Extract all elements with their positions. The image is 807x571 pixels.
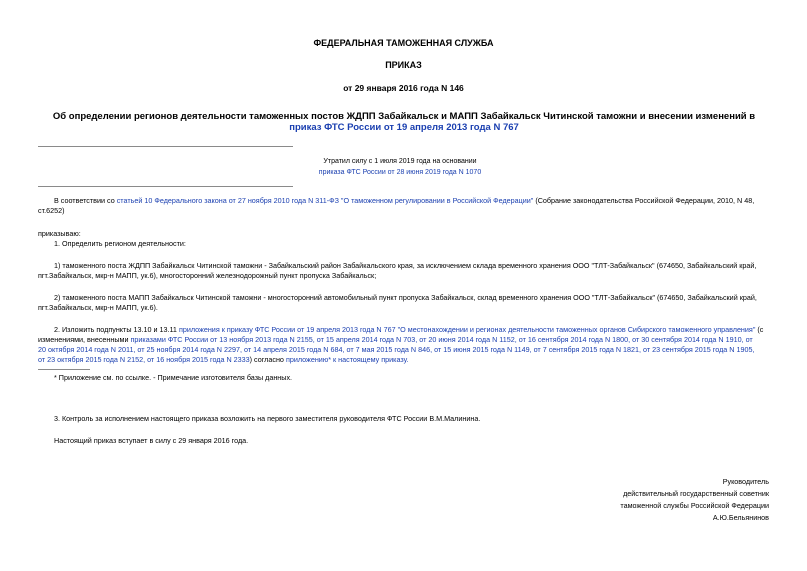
legal-basis-suffix: (Собрание законодательства Российской Федерации, 2010, N 48, — [533, 196, 755, 205]
signature-position: Руководитель — [722, 477, 769, 486]
item-2-amendments-link-end[interactable]: от 23 октября 2015 года N 2152, от 16 ноября 2015 года N 2333 — [38, 355, 250, 364]
status-note-text: Утратил силу с 1 июля 2019 года на основании — [323, 158, 477, 165]
signature-service: таможенной службы Российской Федерации — [620, 501, 769, 510]
item-2-line1 — [38, 325, 772, 335]
document-type: ПРИКАЗ — [385, 60, 422, 70]
item-2-line4-middle: ) согласно — [249, 355, 286, 364]
effective-date: Настоящий приказ вступает в силу с 29 января 2016 года. — [54, 436, 249, 445]
divider-bottom — [38, 186, 293, 187]
title-link[interactable]: приказ ФТС России от 19 апреля 2013 года N 767 — [289, 122, 519, 133]
item-2-prefix: 2. Изложить подпункты 13.10 и 13.11 — [54, 325, 179, 334]
footnote: * Приложение см. по ссылке. - Примечание изготовителя базы данных. — [54, 373, 293, 382]
document-title — [40, 111, 768, 133]
item-2-line3 — [38, 345, 772, 355]
item-2-amendments-link-cont[interactable]: 20 октября 2014 года N 2011, от 25 ноября 2014 года N 2297, от 14 апреля 2015 года N 684, от 7 мая 2015 года N 846, от 15 июня 2015 года N 1149, от 7 сентября 2015 года N 1821, от 23 сентября 2015 года N 1905, — [38, 345, 755, 354]
title-text: Об определении регионов деятельности таможенных постов ЖДПП Забайкальск и МАПП Забайкальск Читинской таможни и внесении изменений в — [52, 111, 756, 122]
item-2-appendix-link[interactable]: приложения к приказу ФТС России от 19 апреля 2013 года N 767 "О местонахождении и регионах деятельности таможенных органов Сибирского таможенного управления" — [178, 325, 756, 334]
item-2-line2-prefix: изменениями, внесенными — [38, 335, 131, 344]
signature-block — [620, 476, 769, 524]
organization-name: ФЕДЕРАЛЬНАЯ ТАМОЖЕННАЯ СЛУЖБА — [313, 38, 494, 48]
paragraph-legal-basis — [38, 196, 772, 206]
item-2-line4 — [38, 355, 772, 365]
item-2-amendments-link[interactable]: приказами ФТС России от 13 ноября 2013 года N 2155, от 15 апреля 2014 года N 703, от 20 июня 2014 года N 1152, от 16 сентября 2014 года N 1800, от 30 сентября 2014 года N 1910, от — [130, 335, 753, 344]
legal-basis-link[interactable]: статьей 10 Федерального закона от 27 ноября 2010 года N 311-ФЗ "О таможенном регулировании в Российской Федерации" — [116, 196, 534, 205]
signature-rank: действительный государственный советник — [623, 489, 769, 498]
item-2-appendix-ref-link[interactable]: приложению* к настоящему приказу. — [285, 355, 409, 364]
item-1-2-line1: 2) таможенного поста МАПП Забайкальск Читинской таможни - многосторонний автомобильный пункт пропуска Забайкальск, склад временного хранения ООО "ТЛТ-Забайкальск" (674650, Забайкальский край, — [54, 293, 757, 302]
legal-basis-line2: ст.6252) — [38, 206, 65, 215]
item-1-1-line2: пгт.Забайкальск, мкр-н МАПП, ук.6), многосторонний железнодорожный пункт пропуска Забайкальск; — [38, 271, 377, 280]
status-note — [300, 156, 500, 178]
orders-word: приказываю: — [38, 229, 81, 238]
divider-top — [38, 146, 293, 147]
status-note-link[interactable]: приказа ФТС России от 28 июня 2019 года N 1070 — [318, 169, 482, 176]
footnote-divider — [38, 369, 90, 370]
document-date: от 29 января 2016 года N 146 — [343, 83, 464, 93]
item-1-1-line1: 1) таможенного поста ЖДПП Забайкальск Читинской таможни - Забайкальский район Забайкальского края, за исключением склада временного хранения ООО "ТЛТ-Забайкальск" (674650, Забайкальский край, — [54, 261, 757, 270]
signature-name: А.Ю.Бельянинов — [712, 513, 769, 522]
item-2-suffix: (с — [755, 325, 764, 334]
item-2-line2 — [38, 335, 772, 345]
item-3: 3. Контроль за исполнением настоящего приказа возложить на первого заместителя руководителя ФТС России В.М.Малинина. — [54, 414, 481, 423]
item-1-2-line2: пгт.Забайкальск, мкр-н МАПП, ук.6). — [38, 303, 158, 312]
item-1: 1. Определить регионом деятельности: — [54, 239, 186, 248]
legal-basis-prefix: В соответствии со — [54, 196, 117, 205]
